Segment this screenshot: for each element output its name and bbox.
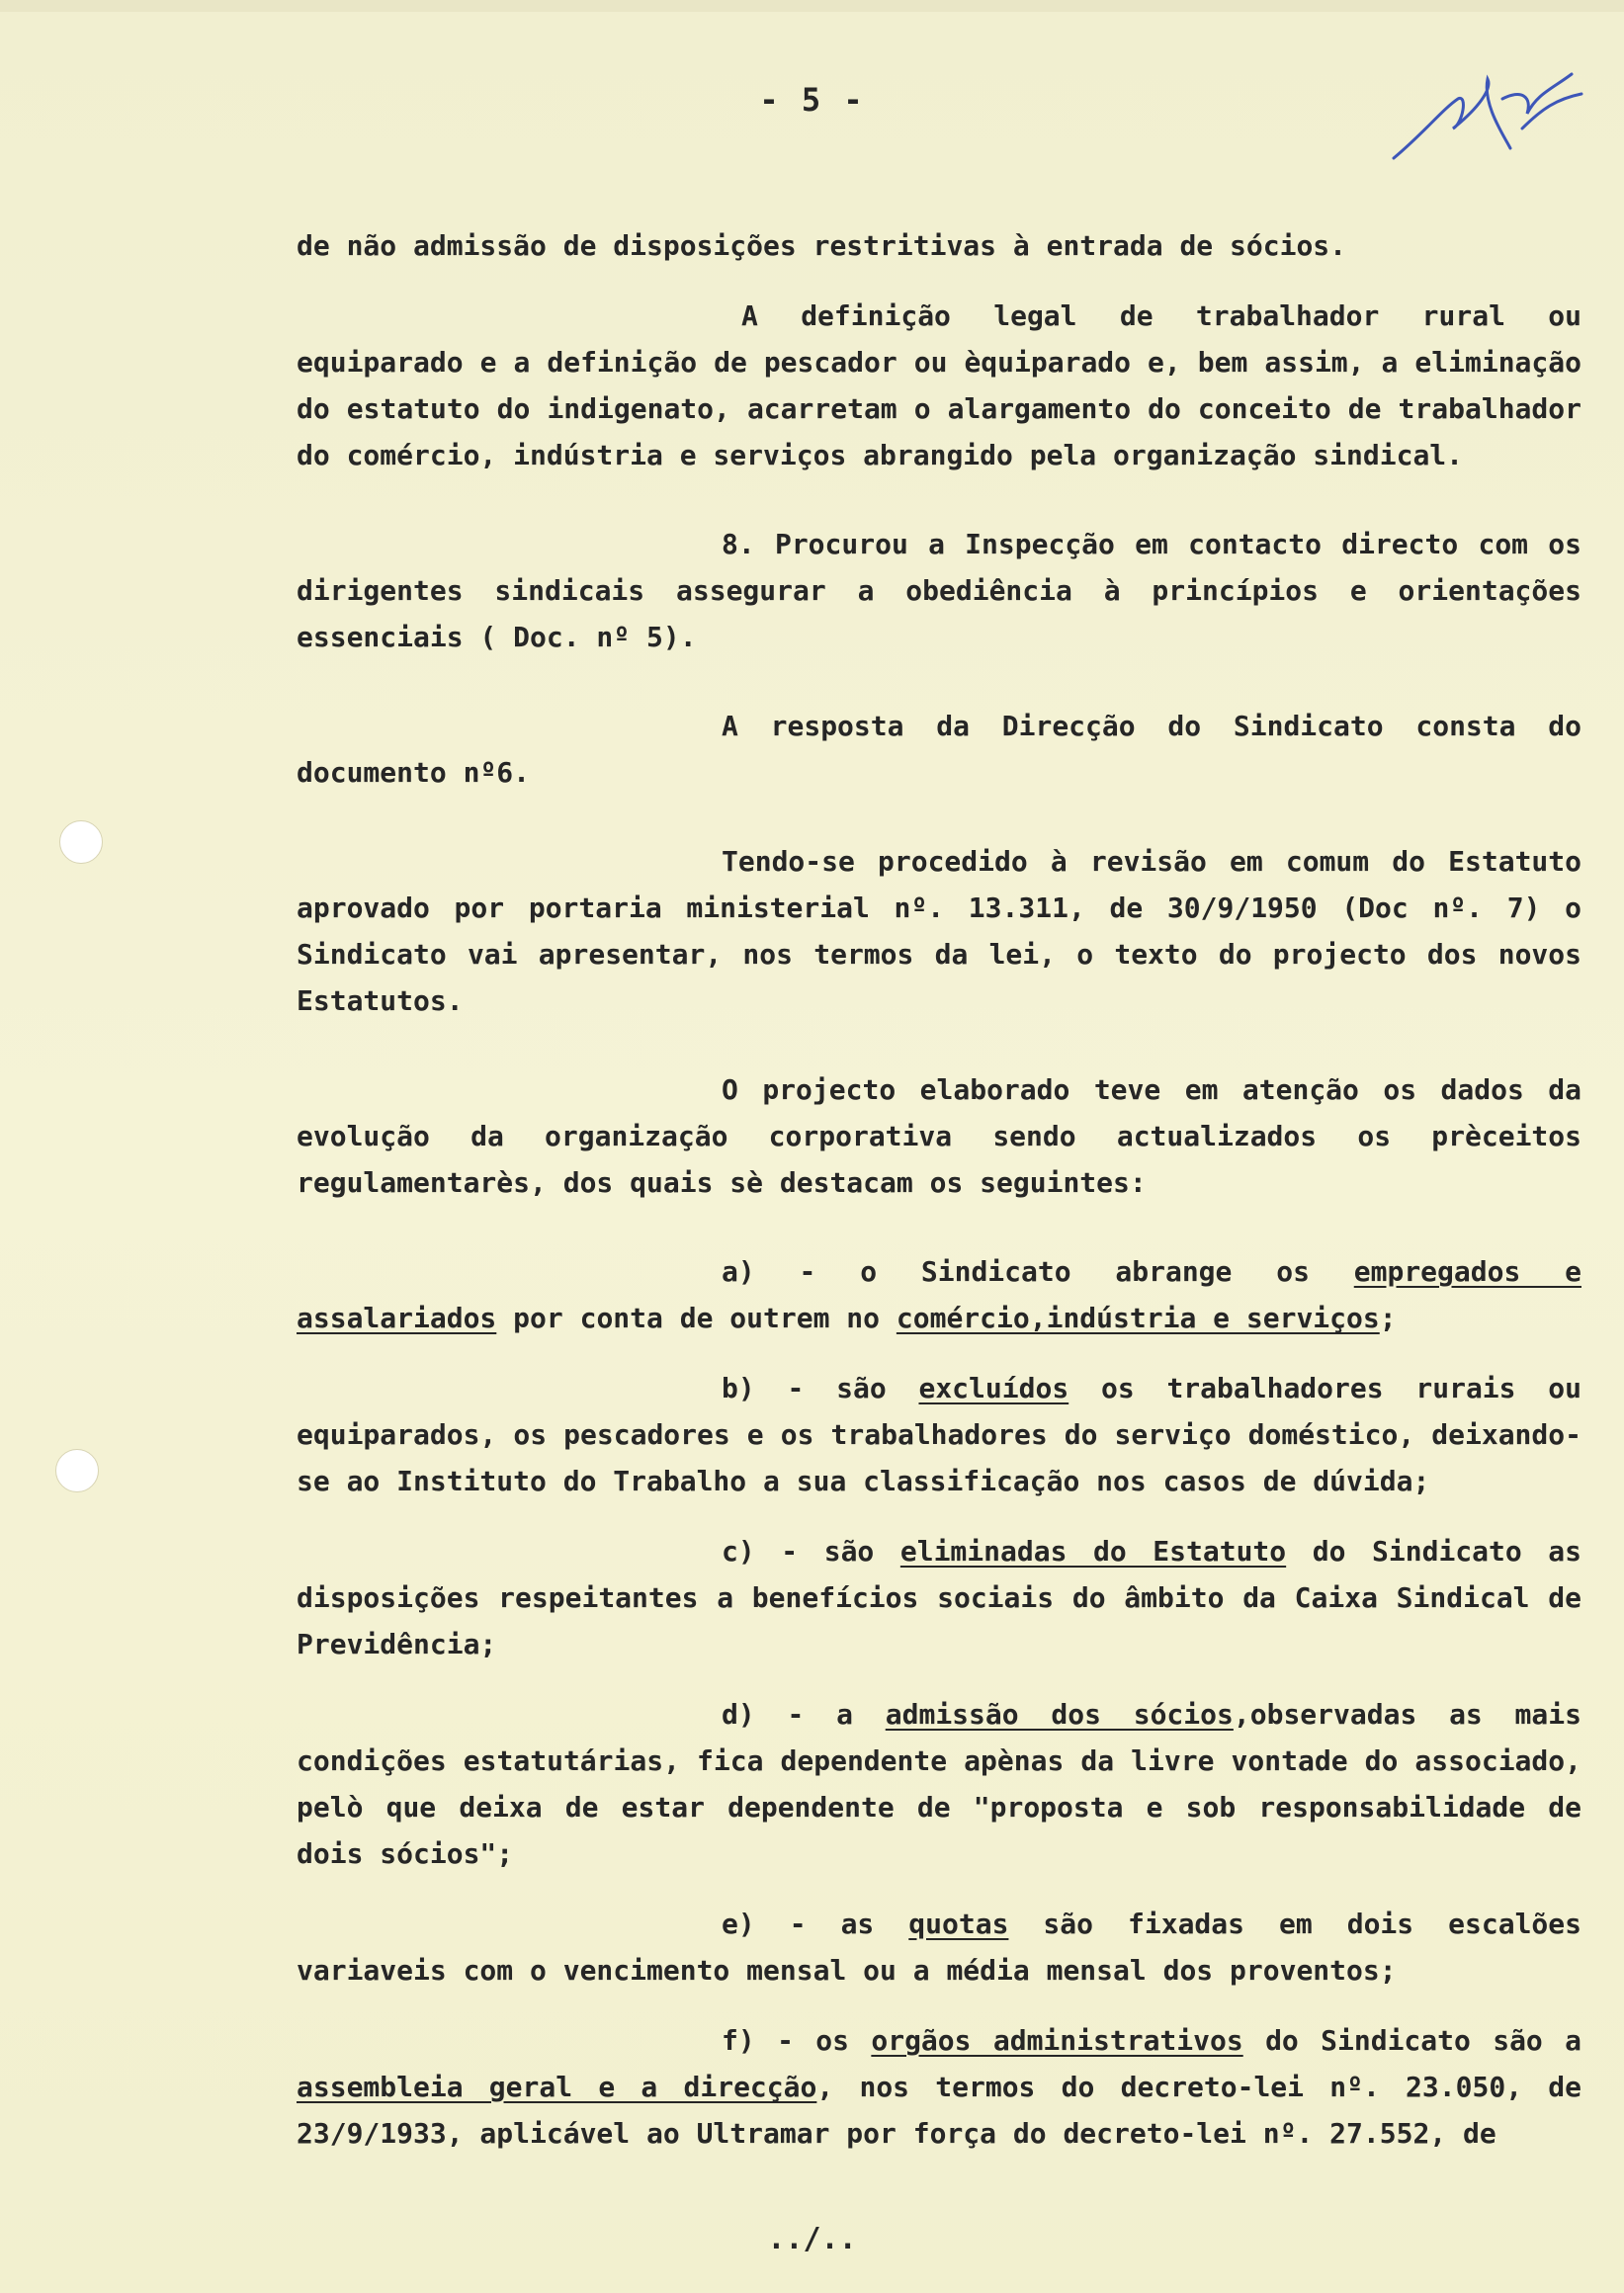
punch-hole	[55, 1449, 99, 1492]
handwritten-signature	[1384, 40, 1591, 188]
page-top-edge	[0, 0, 1624, 12]
list-item: f) - os orgãos administrativos do Sindicato são a assembleia geral e a direcção, nos termos do decreto-lei nº. 23.050, de 23/9/1933, aplicável ao Ultramar por força do decreto-lei nº. 27.552, de	[297, 2024, 1582, 2150]
paragraph: 8. Procurou a Inspecção em contacto directo com os dirigentes sindicais assegurar a obediência à princípios e orientações essenciais ( Doc. nº 5).	[297, 528, 1581, 653]
punch-hole	[59, 820, 103, 864]
list-item: c) - são eliminadas do Estatuto do Sindicato as disposições respeitantes a benefícios sociais do âmbito da Caixa Sindical de Previdência;	[297, 1535, 1582, 1660]
list-item: a) - o Sindicato abrange os empregados e assalariados por conta de outrem no comércio,indústria e serviços;	[297, 1255, 1581, 1334]
document-body	[297, 222, 1581, 2180]
paragraph: A resposta da Direcção do Sindicato consta do documento nº6.	[297, 710, 1581, 789]
continuation-mark: ../..	[767, 2222, 857, 2256]
paragraph: Tendo-se procedido à revisão em comum do Estatuto aprovado por portaria ministerial nº. 13.311, de 30/9/1950 (Doc nº. 7) o Sindicato vai apresentar, nos termos da lei, o texto do projecto dos novos Estatutos.	[297, 845, 1581, 1017]
paragraph: A definição legal de trabalhador rural ou equiparado e a definição de pescador ou èquiparado e, bem assim, a eliminação do estatuto do indigenato, acarretam o alargamento do conceito de trabalhador do comércio, indústria e serviços abrangido pela organização sindical.	[297, 299, 1581, 471]
list-item: e) - as quotas são fixadas em dois escalões variaveis com o vencimento mensal ou a média mensal dos proventos;	[297, 1908, 1581, 1987]
list-item: b) - são excluídos os trabalhadores rurais ou equiparados, os pescadores e os trabalhadores do serviço doméstico, deixando-se ao Instituto do Trabalho a sua classificação nos casos de dúvida;	[297, 1372, 1581, 1497]
paragraph: de não admissão de disposições restritivas à entrada de sócios.	[297, 229, 1347, 262]
list-item: d) - a admissão dos sócios,observadas as mais condições estatutárias, fica dependente apènas da livre vontade do associado, pelò que deixa de estar dependente de "proposta e sob responsabilidade de dois sócios";	[297, 1698, 1581, 1870]
paragraph: O projecto elaborado teve em atenção os dados da evolução da organização corporativa sendo actualizados os prèceitos regulamentarès, dos quais sè destacam os seguintes:	[297, 1073, 1581, 1199]
page-number: - 5 -	[759, 81, 865, 119]
